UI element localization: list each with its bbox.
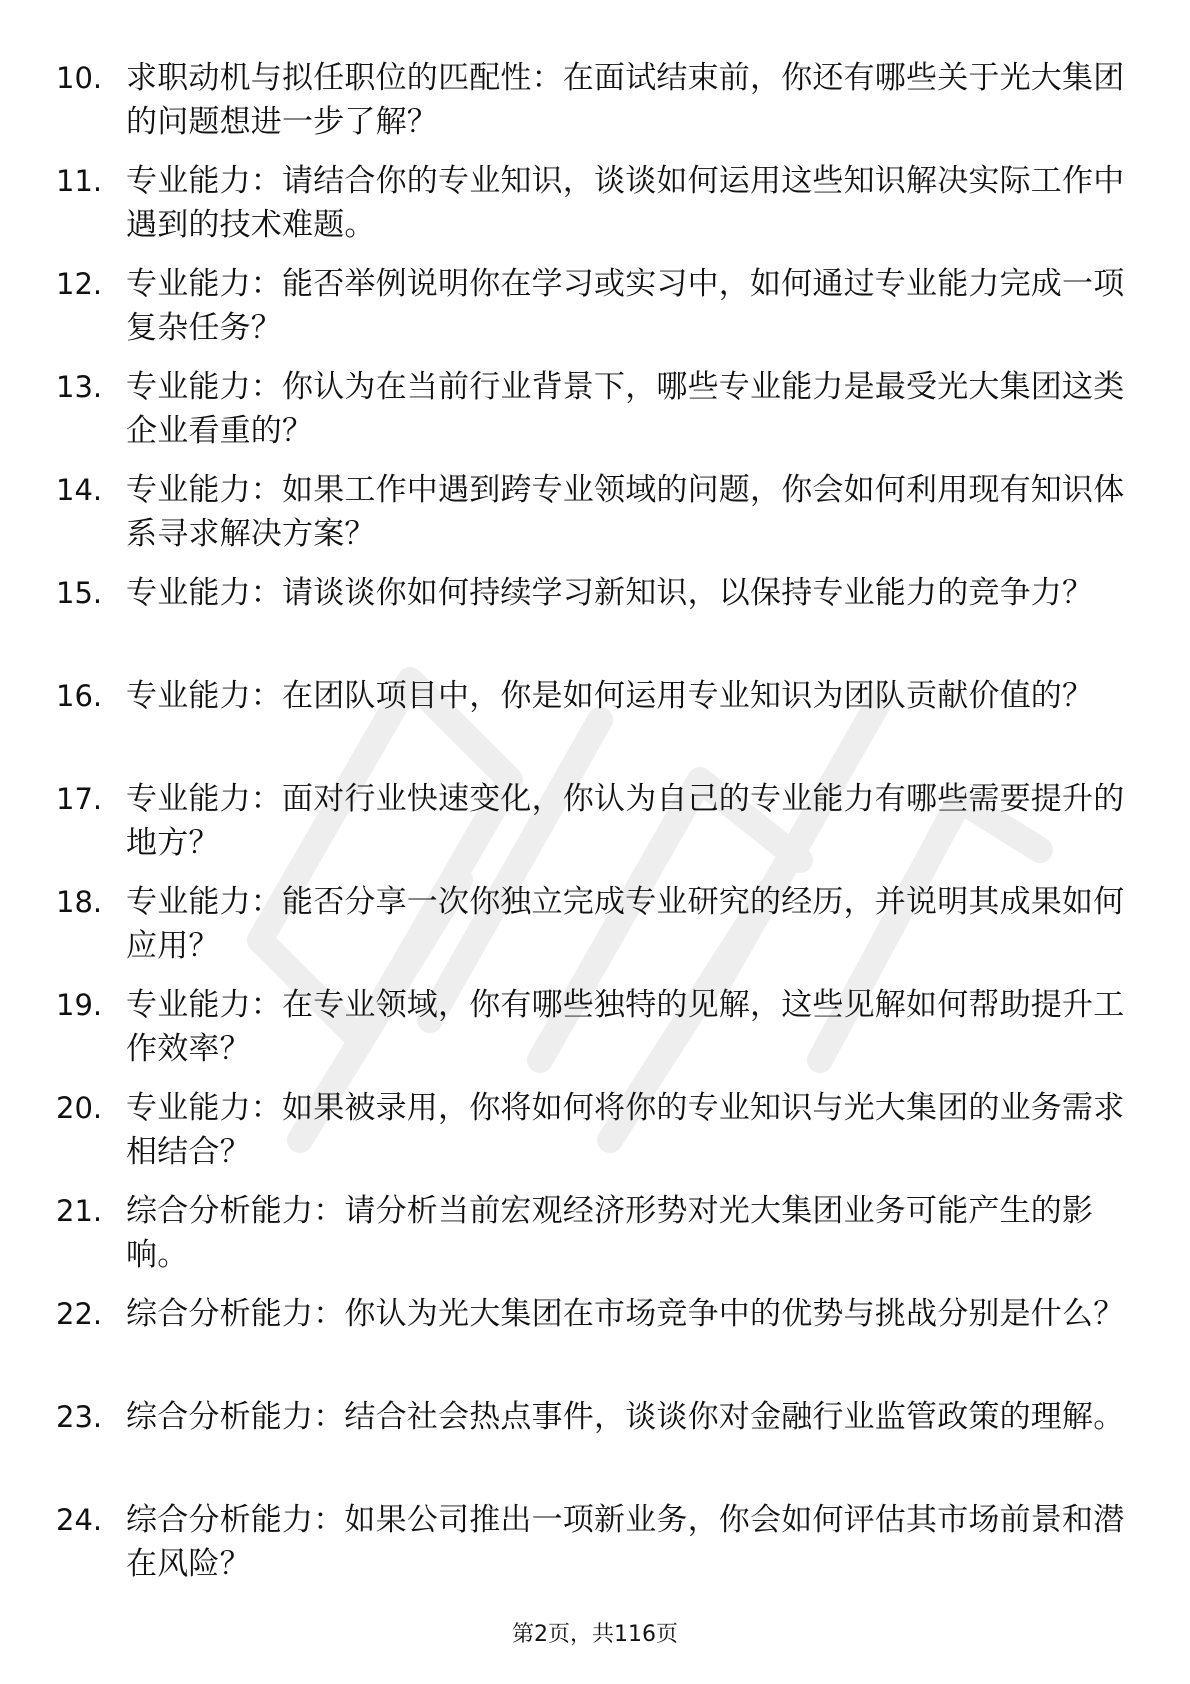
question-text: 专业能力：请结合你的专业知识，谈谈如何运用这些知识解决实际工作中遇到的技术难题。 [126,163,1125,243]
question-text: 专业能力：在团队项目中，你是如何运用专业知识为团队贡献价值的？ [126,678,1094,714]
question-item [56,674,1120,777]
question-text: 专业能力：能否分享一次你独立完成专业研究的经历，并说明其成果如何应用？ [126,884,1125,964]
question-number: 14. [56,473,103,507]
question-item [56,1292,1125,1395]
question-item [56,983,1125,1086]
question-text: 专业能力：如果工作中遇到跨专业领域的问题，你会如何利用现有知识体系寻求解决方案？ [126,472,1125,552]
question-text: 专业能力：你认为在当前行业背景下，哪些专业能力是最受光大集团这类企业看重的？ [126,369,1125,449]
question-text: 综合分析能力：结合社会热点事件，谈谈你对金融行业监管政策的理解。 [126,1399,1125,1435]
question-number: 16. [56,679,103,713]
question-item [56,880,1125,983]
question-number: 19. [56,988,103,1022]
question-item [56,262,1125,365]
question-number: 18. [56,885,103,919]
question-number: 20. [56,1091,103,1125]
page-footer: 第2页，共116页 [512,1622,678,1647]
question-text: 专业能力：在专业领域，你有哪些独特的见解，这些见解如何帮助提升工作效率？ [126,987,1125,1067]
question-item [56,571,1120,674]
question-item [56,1395,1125,1498]
question-number: 15. [56,576,103,610]
question-number: 12. [56,267,103,301]
question-text: 综合分析能力：如果公司推出一项新业务，你会如何评估其市场前景和潜在风险？ [126,1502,1125,1582]
question-number: 21. [56,1194,103,1228]
question-text: 专业能力：如果被录用，你将如何将你的专业知识与光大集团的业务需求相结合？ [126,1090,1125,1170]
question-item [56,468,1125,571]
question-text: 综合分析能力：请分析当前宏观经济形势对光大集团业务可能产生的影响。 [126,1193,1094,1273]
question-item [56,777,1125,880]
question-text: 综合分析能力：你认为光大集团在市场竞争中的优势与挑战分别是什么？ [126,1296,1125,1332]
question-item [56,365,1125,468]
question-number: 23. [56,1400,103,1434]
question-number: 13. [56,370,103,404]
question-item [56,1498,1125,1601]
question-item [56,1086,1125,1189]
question-number: 17. [56,782,103,816]
question-item [56,1189,1120,1292]
question-number: 22. [56,1297,103,1331]
question-item [56,159,1125,262]
question-text: 求职动机与拟任职位的匹配性：在面试结束前，你还有哪些关于光大集团的问题想进一步了解？ [126,60,1125,140]
question-list [56,56,1125,1601]
question-number: 24. [56,1503,103,1537]
question-number: 10. [56,61,103,95]
question-number: 11. [56,164,103,198]
question-text: 专业能力：面对行业快速变化，你认为自己的专业能力有哪些需要提升的地方？ [126,781,1125,861]
question-text: 专业能力：请谈谈你如何持续学习新知识，以保持专业能力的竞争力？ [126,575,1094,611]
question-text: 专业能力：能否举例说明你在学习或实习中，如何通过专业能力完成一项复杂任务？ [126,266,1125,346]
question-item [56,56,1125,159]
